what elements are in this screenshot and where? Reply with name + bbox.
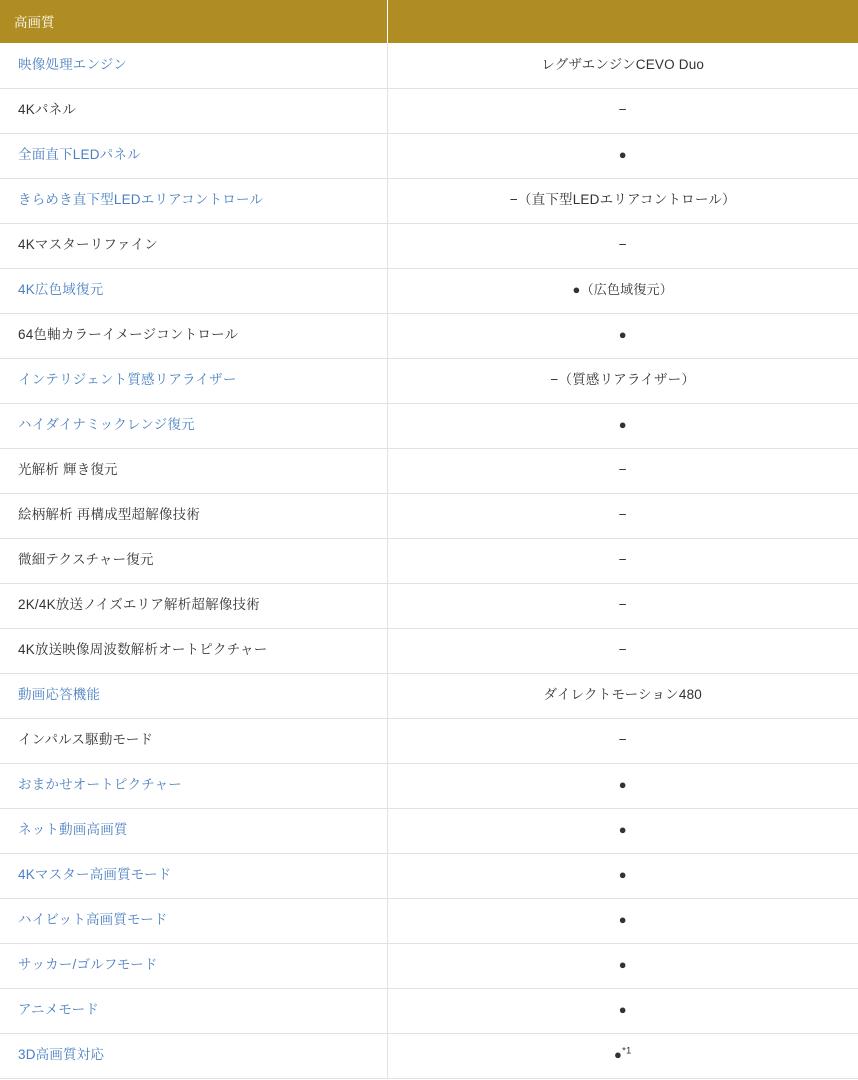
row-value: ●	[614, 1047, 623, 1063]
table-row	[0, 808, 858, 853]
feature-label: 64色軸カラーイメージコントロール	[18, 327, 239, 343]
row-value: −	[618, 642, 627, 658]
table-row	[0, 538, 858, 583]
row-value-cell	[387, 88, 858, 133]
row-value-cell	[387, 673, 858, 718]
row-value: −	[618, 507, 627, 523]
row-value-cell	[387, 133, 858, 178]
row-label-cell[interactable]	[0, 1033, 387, 1078]
row-value-cell	[387, 448, 858, 493]
table-row	[0, 88, 858, 133]
row-label-cell[interactable]	[0, 673, 387, 718]
row-value: ●	[618, 822, 627, 838]
feature-link[interactable]: 3D高画質対応	[18, 1047, 105, 1063]
row-label-cell	[0, 628, 387, 673]
row-value: −（直下型LEDエリアコントロール）	[509, 192, 736, 208]
footnote-marker: *1	[622, 1045, 632, 1057]
row-value-cell	[387, 493, 858, 538]
row-label-cell[interactable]	[0, 178, 387, 223]
table-row	[0, 763, 858, 808]
table-row	[0, 853, 858, 898]
row-label-cell[interactable]	[0, 133, 387, 178]
feature-link[interactable]: 4Kマスター高画質モード	[18, 867, 172, 883]
row-value: ●	[618, 147, 627, 163]
row-label-cell[interactable]	[0, 403, 387, 448]
feature-link[interactable]: 全面直下LEDパネル	[18, 147, 141, 163]
row-value-cell	[387, 808, 858, 853]
row-label-cell[interactable]	[0, 763, 387, 808]
table-row	[0, 628, 858, 673]
table-row	[0, 988, 858, 1033]
row-value: ●	[618, 777, 627, 793]
row-label-cell[interactable]	[0, 988, 387, 1033]
row-value-cell	[387, 763, 858, 808]
row-value: −	[618, 462, 627, 478]
row-label-cell	[0, 88, 387, 133]
row-label-cell	[0, 718, 387, 763]
table-row	[0, 133, 858, 178]
row-label-cell[interactable]	[0, 358, 387, 403]
row-value-cell	[387, 943, 858, 988]
feature-link[interactable]: サッカー/ゴルフモード	[18, 957, 158, 973]
table-row	[0, 1033, 858, 1078]
row-value-cell	[387, 628, 858, 673]
header-cell-value	[387, 0, 858, 43]
feature-label: 光解析 輝き復元	[18, 462, 118, 478]
row-value: −	[618, 732, 627, 748]
row-value: −（質感リアライザー）	[550, 372, 696, 388]
row-value-cell	[387, 1033, 858, 1078]
row-value: ●	[618, 912, 627, 928]
table-row	[0, 403, 858, 448]
table-row	[0, 448, 858, 493]
table-row	[0, 358, 858, 403]
row-label-cell	[0, 493, 387, 538]
row-value: −	[618, 597, 627, 613]
feature-link[interactable]: インテリジェント質感リアライザー	[18, 372, 237, 388]
feature-label: 微細テクスチャー復元	[18, 552, 154, 568]
row-value: −	[618, 552, 627, 568]
row-value: ●	[618, 327, 627, 343]
row-value-cell	[387, 988, 858, 1033]
row-value-cell	[387, 268, 858, 313]
row-value-cell	[387, 898, 858, 943]
row-label-cell[interactable]	[0, 853, 387, 898]
row-label-cell	[0, 538, 387, 583]
table-row	[0, 493, 858, 538]
feature-label: 2K/4K放送ノイズエリア解析超解像技術	[18, 597, 260, 613]
row-value: −	[618, 237, 627, 253]
row-value: ●	[618, 867, 627, 883]
feature-label: 4K放送映像周波数解析オートピクチャー	[18, 642, 268, 658]
feature-link[interactable]: 4K広色域復元	[18, 282, 104, 298]
table-row	[0, 43, 858, 88]
feature-link[interactable]: アニメモード	[18, 1002, 99, 1018]
row-value-cell	[387, 43, 858, 88]
table-row	[0, 673, 858, 718]
row-value: ●	[618, 1002, 627, 1018]
feature-link[interactable]: ハイビット高画質モード	[18, 912, 168, 928]
table-row	[0, 583, 858, 628]
row-value-cell	[387, 853, 858, 898]
row-value: ●	[618, 417, 627, 433]
feature-link[interactable]: ネット動画高画質	[18, 822, 128, 838]
feature-link[interactable]: ハイダイナミックレンジ復元	[18, 417, 195, 433]
row-value-cell	[387, 538, 858, 583]
table-row	[0, 268, 858, 313]
row-label-cell[interactable]	[0, 943, 387, 988]
row-label-cell	[0, 448, 387, 493]
table-row	[0, 223, 858, 268]
table-row	[0, 898, 858, 943]
feature-link[interactable]: 映像処理エンジン	[18, 57, 127, 73]
row-value: ●（広色域復元）	[572, 282, 673, 298]
table-row	[0, 178, 858, 223]
row-value: レグザエンジンCEVO Duo	[541, 57, 705, 73]
table-header-row	[0, 0, 858, 43]
row-value: −	[618, 102, 627, 118]
row-value-cell	[387, 583, 858, 628]
row-value: ダイレクトモーション480	[543, 687, 702, 703]
feature-link[interactable]: きらめき直下型LEDエリアコントロール	[18, 192, 264, 208]
feature-label: 4Kパネル	[18, 102, 77, 118]
row-value-cell	[387, 178, 858, 223]
row-value-cell	[387, 358, 858, 403]
table-row	[0, 718, 858, 763]
row-label-cell	[0, 223, 387, 268]
table-row	[0, 943, 858, 988]
feature-link[interactable]: おまかせオートピクチャー	[18, 777, 182, 793]
table-header	[0, 0, 858, 43]
table-row	[0, 313, 858, 358]
header-cell-category: 高画質	[0, 0, 387, 43]
row-value-cell	[387, 403, 858, 448]
row-value: ●	[618, 957, 627, 973]
feature-label: 4Kマスターリファイン	[18, 237, 158, 253]
row-label-cell[interactable]	[0, 268, 387, 313]
row-value-cell	[387, 313, 858, 358]
feature-link[interactable]: 動画応答機能	[18, 687, 101, 703]
row-value-cell	[387, 223, 858, 268]
feature-label: インパルス駆動モード	[18, 732, 154, 748]
row-label-cell[interactable]	[0, 808, 387, 853]
feature-label: 絵柄解析 再構成型超解像技術	[18, 507, 201, 523]
row-label-cell[interactable]	[0, 43, 387, 88]
row-label-cell	[0, 583, 387, 628]
row-label-cell	[0, 313, 387, 358]
table-body	[0, 43, 858, 1078]
row-label-cell[interactable]	[0, 898, 387, 943]
row-value-cell	[387, 718, 858, 763]
